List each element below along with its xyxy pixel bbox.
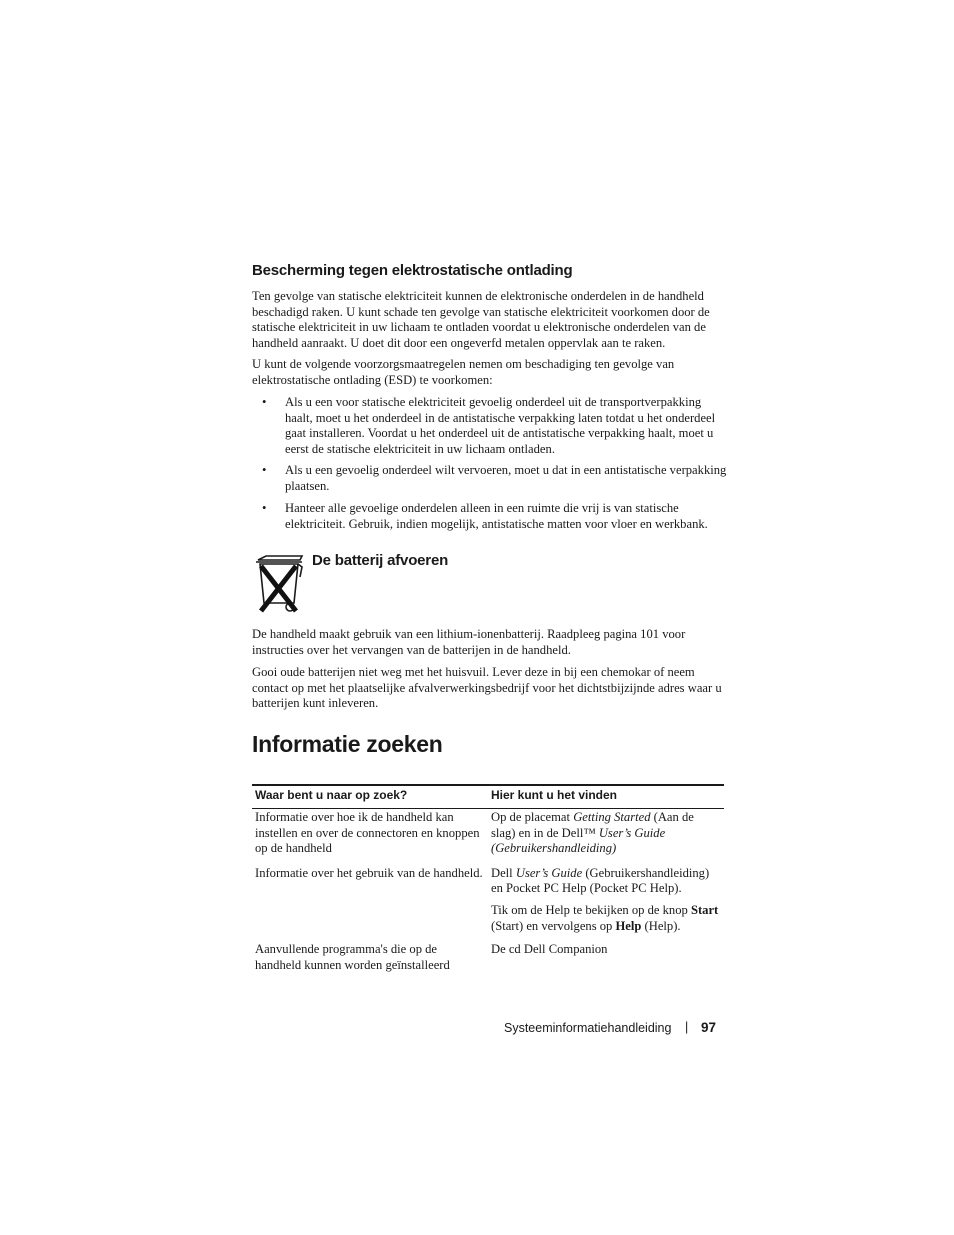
battery-paragraph-2: Gooi oude batterijen niet weg met het huisvuil. Lever deze in bij een chemokar of neem contact op met het plaatselijke afvalverwerkingsbedrijf voor het dichtstbijzijnde adres waar u batterijen kunt inleveren. xyxy=(252,665,722,711)
answer-text: Tik om de Help te bekijken op de knop xyxy=(491,902,691,917)
footer-title: Systeeminformatiehandleiding xyxy=(504,1021,672,1035)
answer-block xyxy=(491,866,721,897)
table-cell-answer xyxy=(488,807,724,863)
esd-bullet-text: Hanteer alle gevoelige onderdelen alleen in een ruimte die vrij is van statische elektriciteit. Gebruik, indien mogelijk, antistatische matten voor vloer en werkbank. xyxy=(285,501,708,531)
esd-heading: Bescherming tegen elektrostatische ontlading xyxy=(252,262,573,279)
crossed-out-wheelie-bin-icon xyxy=(254,553,306,615)
answer-text: (Start) en vervolgens op xyxy=(491,918,616,933)
table-header-row xyxy=(252,784,724,807)
ui-label: Start xyxy=(690,902,719,917)
answer-block xyxy=(491,903,721,934)
column-header-question: Waar bent u naar op zoek? xyxy=(255,788,408,802)
table-cell-answer: De cd Dell Companion xyxy=(491,942,608,957)
table-row xyxy=(252,807,724,863)
battery-heading: De batterij afvoeren xyxy=(312,552,449,569)
answer-text: (Help). xyxy=(641,918,681,933)
bullet-marker: • xyxy=(262,501,267,515)
esd-paragraph-2: U kunt de volgende voorzorgsmaatregelen nemen om beschadiging ten gevolge van elektrostatische ontlading (ESD) te voorkomen: xyxy=(252,357,675,387)
doc-title: User’s Guide (Gebruikershandleiding) xyxy=(491,825,666,856)
table-cell-question: Informatie over het gebruik van de handheld. xyxy=(255,865,483,880)
column-header-location: Hier kunt u het vinden xyxy=(491,788,618,802)
table-cell-answer xyxy=(488,863,724,940)
table-row xyxy=(252,863,724,940)
footer-separator: | xyxy=(685,1020,689,1034)
info-heading: Informatie zoeken xyxy=(252,731,443,757)
bullet-marker: • xyxy=(262,395,267,409)
answer-text: Dell xyxy=(491,865,516,880)
answer-text: (Aan de slag) en in de Dell™ xyxy=(491,810,694,840)
page-number: 97 xyxy=(701,1020,717,1035)
ui-label: Help xyxy=(615,918,642,933)
esd-bullet-item xyxy=(252,395,732,457)
table-row xyxy=(252,940,724,973)
esd-bullet-item xyxy=(252,463,732,494)
bullet-marker: • xyxy=(262,463,267,477)
battery-paragraph-1: De handheld maakt gebruik van een lithium-ionenbatterij. Raadpleeg pagina 101 voor instructies over het vervangen van de batterijen in de handheld. xyxy=(252,627,686,657)
esd-bullet-item xyxy=(252,501,732,532)
answer-text: (Gebruikershandleiding) en Pocket PC Help (Pocket PC Help). xyxy=(491,865,710,896)
esd-bullet-text: Als u een voor statische elektriciteit gevoelig onderdeel uit de transportverpakking haalt, moet u het onderdeel in de antistatische verpakking laten totdat u het onderdeel gaat installeren. Voordat u het onderdeel uit de antistatische verpakking haalt, moet u eerst de statische elektriciteit in uw lichaam ontladen. xyxy=(285,395,716,456)
esd-bullet-text: Als u een gevoelig onderdeel wilt vervoeren, moet u dat in een antistatische verpakking plaatsen. xyxy=(285,463,727,493)
doc-title: Getting Started xyxy=(573,810,651,824)
doc-title: User’s Guide xyxy=(515,865,583,880)
info-table xyxy=(252,784,724,973)
table-cell-question: Informatie over hoe ik de handheld kan instellen en over de connectoren en knoppen op de handheld xyxy=(255,810,480,856)
table-cell-question: Aanvullende programma's die op de handheld kunnen worden geïnstalleerd xyxy=(255,942,450,972)
esd-paragraph-1: Ten gevolge van statische elektriciteit kunnen de elektronische onderdelen in de handheld beschadigd raken. U kunt schade ten gevolge van statische elektriciteit voorkomen door de statische elektriciteit in uw lichaam te ontladen voordat u elektronische onderdelen van de handheld aanraakt. U doet dit door een ongeverfd metalen oppervlak aan te raken. xyxy=(252,289,710,350)
answer-text: Op de placemat xyxy=(491,810,574,824)
